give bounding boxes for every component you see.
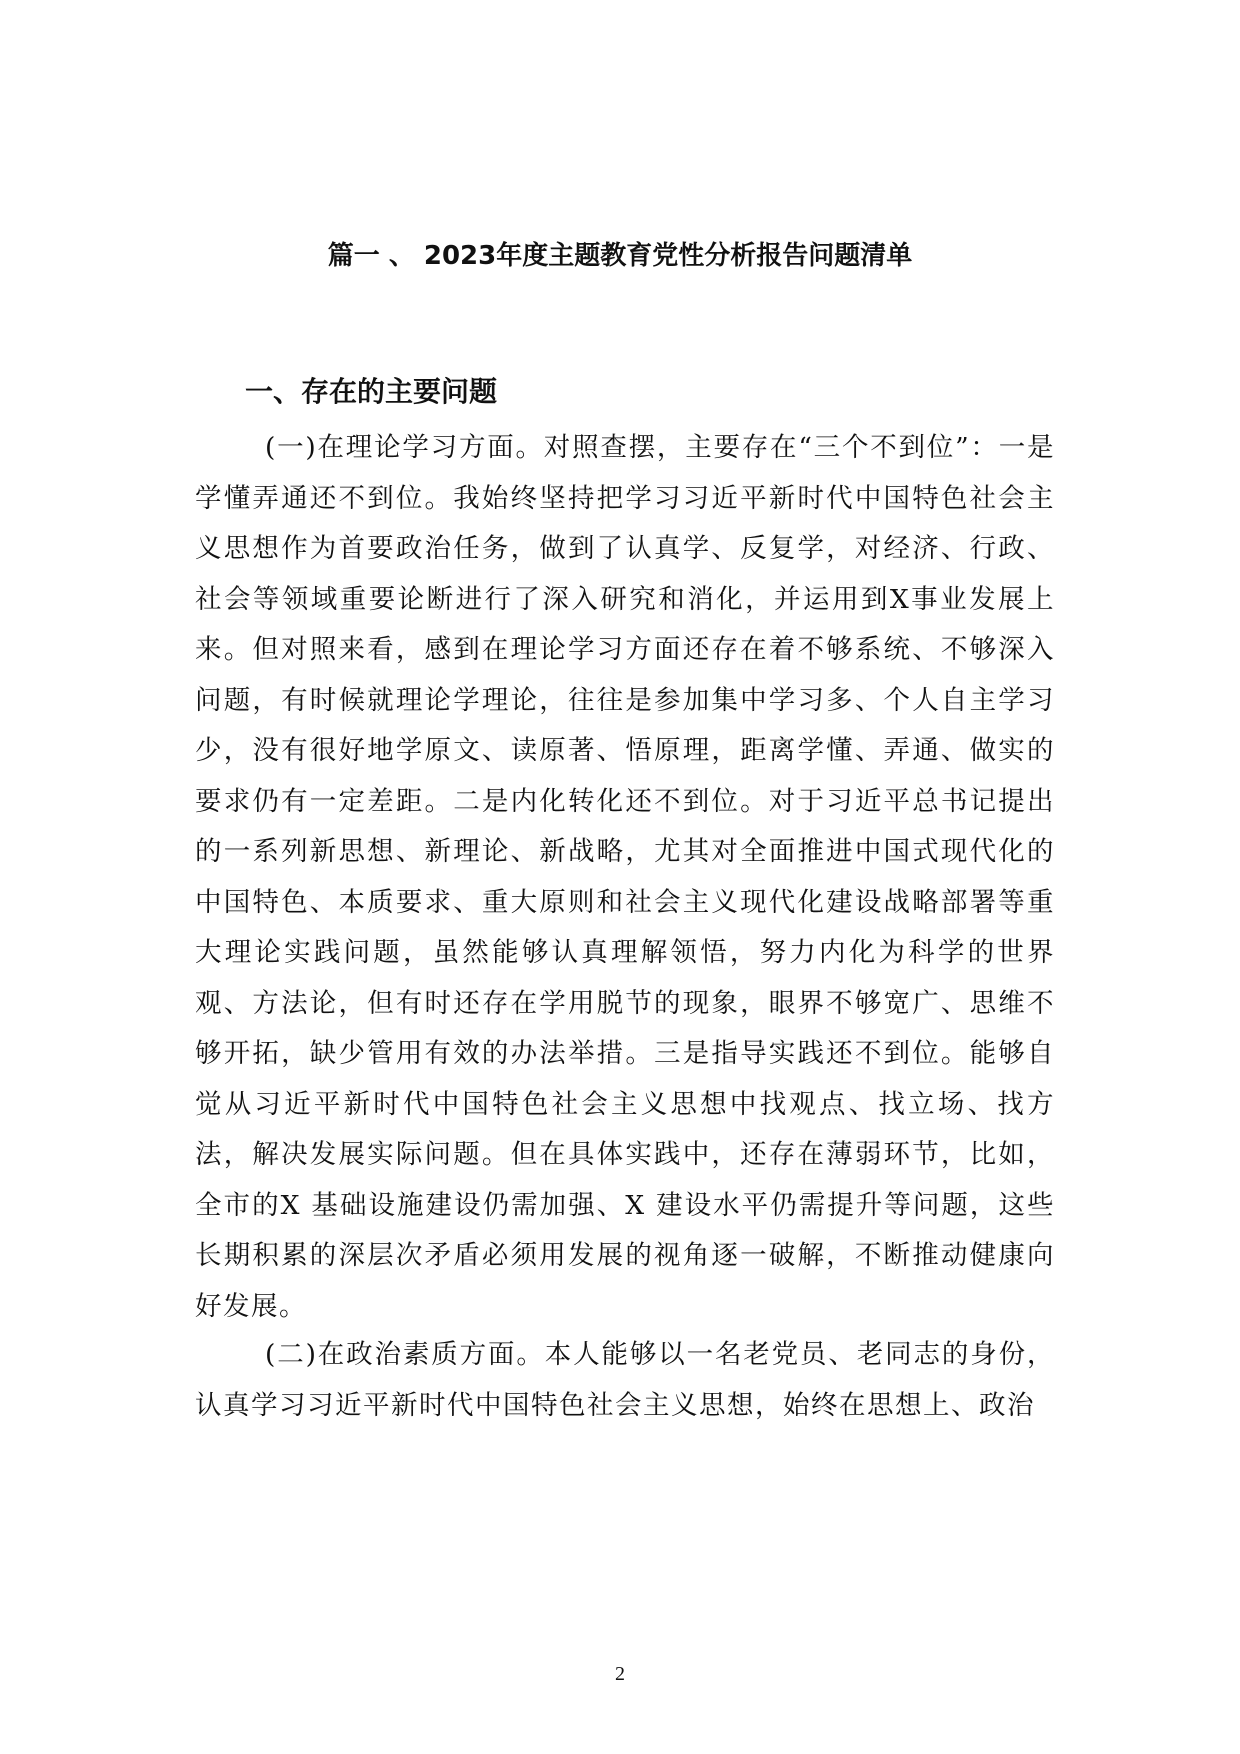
paragraph-theory-study: (一)在理论学习方面。对照查摆，主要存在“三个不到位”：一是学懂弄通还不到位。我始终坚持把学习习近平新时代中国特色社会主义思想作为首要政治任务，做到了认真学、反复学，对经济、行政、社会等领域重要论断进行了深入研究和消化，并运用到X事业发展上来。但对照来看，感到在理论学习方面还存在着不够系统、不够深入问题，有时候就理论学理论，往往是参加集中学习多、个人自主学习少，没有很好地学原文、读原著、悟原理，距离学懂、弄通、做实的要求仍有一定差距。二是内化转化还不到位。对于习近平总书记提出的一系列新思想、新理论、新战略，尤其对全面推进中国式现代化的中国特色、本质要求、重大原则和社会主义现代化建设战略部署等重大理论实践问题，虽然能够认真理解领悟，努力内化为科学的世界观、方法论，但有时还存在学用脱节的现象，眼界不够宽广、思维不够开拓，缺少管用有效的办法举措。三是指导实践还不到位。能够自觉从习近平新时代中国特色社会主义思想中找观点、找立场、找方法，解决发展实际问题。但在具体实践中，还存在薄弱环节，比如，全市的X 基础设施建设仍需加强、X 建设水平仍需提升等问题，这些长期积累的深层次矛盾必须用发展的视角逐一破解，不断推动健康向好发展。 [195, 432, 1056, 1322]
paragraph-political-quality: (二)在政治素质方面。本人能够以一名老党员、老同志的身份，认真学习习近平新时代中国特色社会主义思想，始终在思想上、政治 [195, 1339, 1055, 1421]
document-title: 篇一 、 2023年度主题教育党性分析报告问题清单 [327, 241, 913, 271]
page-number: 2 [615, 1663, 625, 1685]
section-heading: 一、存在的主要问题 [245, 375, 498, 408]
